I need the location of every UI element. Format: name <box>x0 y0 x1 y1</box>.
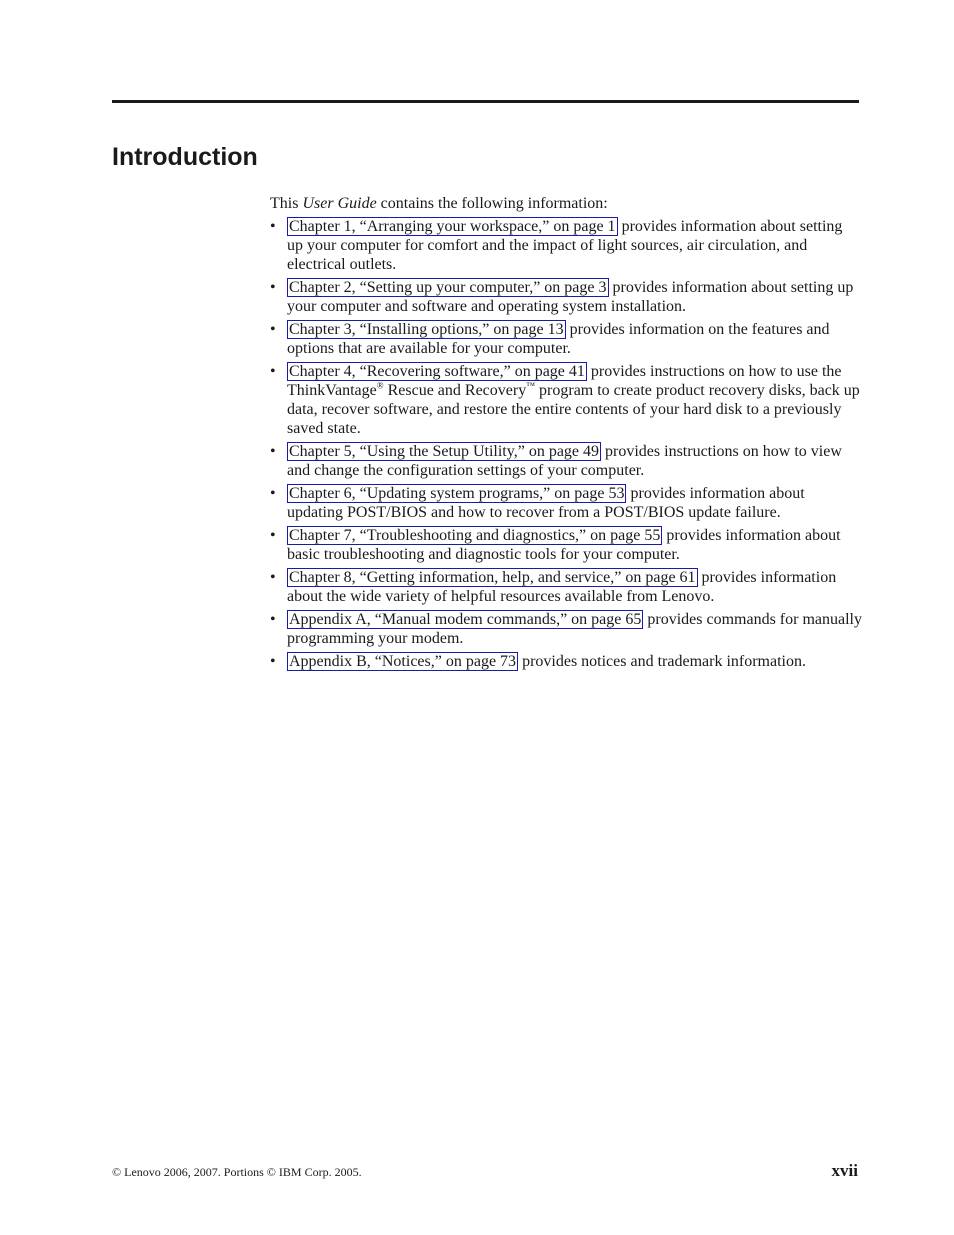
list-item <box>270 320 862 358</box>
chapter-6-link[interactable]: Chapter 6, “Updating system programs,” on page 53 <box>289 485 625 502</box>
list-item-text: provides information about basic troubleshooting and diagnostic tools for your computer. <box>287 527 841 563</box>
list-item-text: provides information about updating POST/BIOS and how to recover from a POST/BIOS update failure. <box>287 485 805 521</box>
list-item-text: provides notices and trademark information. <box>518 653 806 670</box>
intro-after: contains the following information: <box>376 195 608 212</box>
list-item <box>270 652 862 671</box>
bullet: • <box>270 279 276 296</box>
list-item <box>270 217 862 274</box>
list-item-text: provides commands for manually programming your modem. <box>287 611 862 647</box>
chapter-2-link[interactable]: Chapter 2, “Setting up your computer,” on page 3 <box>289 279 607 296</box>
intro-emphasis: User Guide <box>302 195 377 212</box>
list-item-text: provides information about setting up your computer and software and operating system installation. <box>287 279 854 315</box>
list-item-text: provides instructions on how to view and change the configuration settings of your computer. <box>287 443 842 479</box>
registered-mark: ® <box>376 380 384 391</box>
list-item <box>270 362 862 438</box>
bullet: • <box>270 321 276 338</box>
top-rule <box>112 100 859 103</box>
list-item-text: provides information about setting up your computer for comfort and the impact of light sources, air circulation, and electrical outlets. <box>287 218 843 273</box>
contents-list <box>270 217 862 671</box>
chapter-4-link[interactable]: Chapter 4, “Recovering software,” on page 41 <box>289 363 585 380</box>
list-item <box>270 484 862 522</box>
bullet: • <box>270 653 276 670</box>
chapter-3-link[interactable]: Chapter 3, “Installing options,” on page 13 <box>289 321 564 338</box>
list-item-text: provides information about the wide variety of helpful resources available from Lenovo. <box>287 569 837 605</box>
appendix-a-link[interactable]: Appendix A, “Manual modem commands,” on page 65 <box>289 611 642 628</box>
bullet: • <box>270 443 276 460</box>
bullet: • <box>270 485 276 502</box>
list-item-text: provides information on the features and options that are available for your computer. <box>287 321 830 357</box>
list-item <box>270 442 862 480</box>
intro-paragraph <box>270 194 862 213</box>
list-item <box>270 610 862 648</box>
appendix-b-link[interactable]: Appendix B, “Notices,” on page 73 <box>289 653 517 670</box>
list-item-text: program to create product recovery disks, back up data, recover software, and restore the entire contents of your hard disk to a previously saved state. <box>287 382 860 437</box>
list-item <box>270 568 862 606</box>
list-item <box>270 526 862 564</box>
trademark-mark: ™ <box>526 380 536 391</box>
chapter-5-link[interactable]: Chapter 5, “Using the Setup Utility,” on page 49 <box>289 443 600 460</box>
content-body <box>270 194 862 675</box>
footer-copyright: © Lenovo 2006, 2007. Portions © IBM Corp. 2005. <box>112 1165 362 1179</box>
page-title: Introduction <box>112 143 258 171</box>
intro-before: This <box>270 195 303 212</box>
bullet: • <box>270 611 276 628</box>
bullet: • <box>270 363 276 380</box>
list-item-text: Rescue and Recovery <box>383 382 527 399</box>
bullet: • <box>270 218 276 235</box>
bullet: • <box>270 569 276 586</box>
bullet: • <box>270 527 276 544</box>
chapter-8-link[interactable]: Chapter 8, “Getting information, help, and service,” on page 61 <box>289 569 696 586</box>
page-number: xvii <box>831 1161 858 1180</box>
chapter-1-link[interactable]: Chapter 1, “Arranging your workspace,” on page 1 <box>289 218 616 235</box>
chapter-7-link[interactable]: Chapter 7, “Troubleshooting and diagnostics,” on page 55 <box>289 527 661 544</box>
list-item-text: provides instructions on how to use the ThinkVantage <box>287 363 842 399</box>
list-item <box>270 278 862 316</box>
